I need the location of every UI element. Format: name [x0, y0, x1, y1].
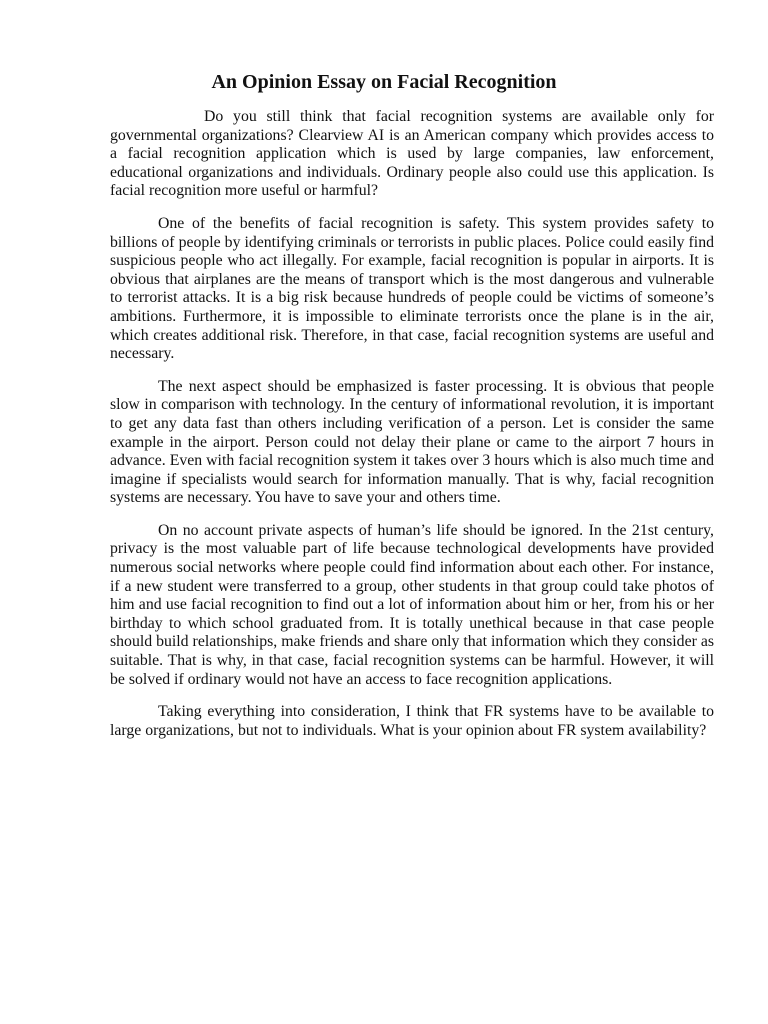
paragraph-faster-processing: The next aspect should be emphasized is faster processing. It is obvious that people slow in comparison with technology. In the century of informational revolution, it is important to get any data fast than others including verification of a person. Let is consider the same example in the airport. Person could not delay their plane or came to the airport 7 hours in advance. Even with facial recognition system it takes over 3 hours which is also much time and imagine if specialists would search for information manually. That is why, facial recognition systems are necessary. You have to save your and others time.	[110, 377, 714, 507]
paragraph-introduction: Do you still think that facial recognition systems are available only for governmental organizations? Clearview AI is an American company which provides access to a facial recognition application which is used by large companies, law enforcement, educational organizations and individuals. Ordinary people also could use this application. Is facial recognition more useful or harmful?	[110, 108, 714, 200]
paragraph-safety: One of the benefits of facial recognition is safety. This system provides safety to billions of people by identifying criminals or terrorists in public places. Police could easily find suspicious people who act illegally. For example, facial recognition is popular in airports. It is obvious that airplanes are the means of transport which is the most dangerous and vulnerable to terrorist attacks. It is a big risk because hundreds of people could be victims of someone’s ambitions. Furthermore, it is impossible to eliminate terrorists once the plane is in the air, which creates additional risk. Therefore, in that case, facial recognition systems are useful and necessary.	[110, 214, 714, 363]
paragraph-conclusion: Taking everything into consideration, I think that FR systems have to be available to large organizations, but not to individuals. What is your opinion about FR system availability?	[110, 703, 714, 739]
paragraph-privacy: On no account private aspects of human’s life should be ignored. In the 21st century, privacy is the most valuable part of life because technological developments have provided numerous social networks where people could find information about each other. For instance, if a new student were transferred to a group, other students in that group could take photos of him and use facial recognition to find out a lot of information about him or her, from his or her birthday to which school graduated from. It is totally unethical because in that case people should build relationships, make friends and share only that information which they consider as suitable. That is why, in that case, facial recognition systems can be harmful. However, it will be solved if ordinary would not have an access to face recognition applications.	[110, 521, 714, 688]
essay-body	[110, 108, 714, 754]
essay-title: An Opinion Essay on Facial Recognition	[211, 71, 557, 93]
